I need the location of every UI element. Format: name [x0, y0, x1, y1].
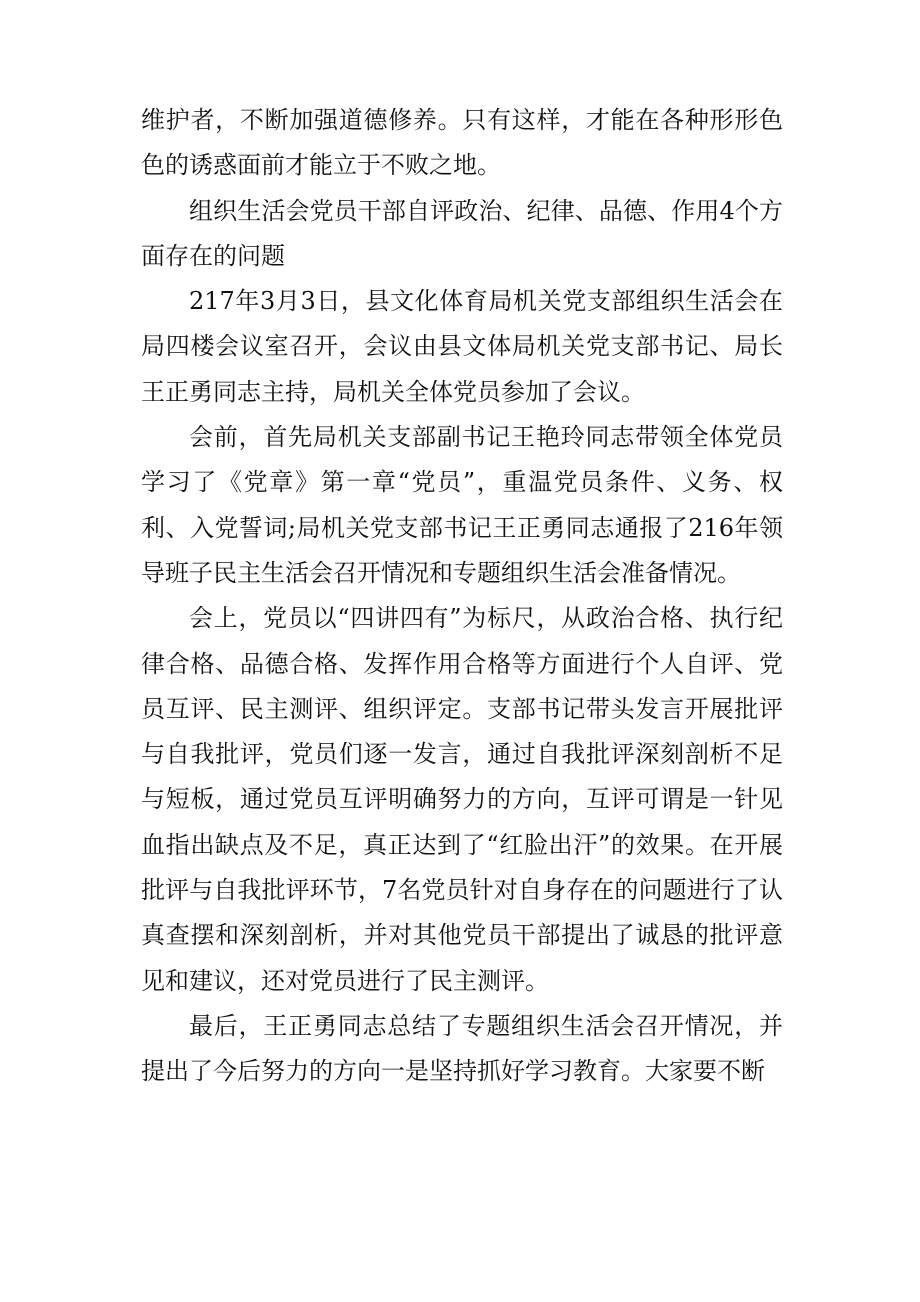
- paragraph-conclusion: 最后，王正勇同志总结了专题组织生活会召开情况，并提出了今后努力的方向一是坚持抓好学习教育。大家要不断: [141, 1011, 783, 1086]
- paragraph-heading: 组织生活会党员干部自评政治、纪律、品德、作用4个方面存在的问题: [141, 196, 783, 270]
- paragraph-continuation: 维护者，不断加强道德修养。只有这样，才能在各种形形色色的诱惑面前才能立于不败之地。: [141, 106, 783, 180]
- document-body: [141, 98, 783, 1095]
- paragraph-during-meeting: 会上，党员以“四讲四有”为标尺，从政治合格、执行纪律合格、品德合格、发挥作用合格等方面进行个人自评、党员互评、民主测评、组织评定。支部书记带头发言开展批评与自我批评，党员们逐一发言，通过自我批评深刻剖析不足与短板，通过党员互评明确努力的方向，互评可谓是一针见血指出缺点及不足，真正达到了“红脸出汗”的效果。在开展批评与自我批评环节，7名党员针对自身存在的问题进行了认真查摆和深刻剖析，并对其他党员干部提出了诚恳的批评意见和建议，还对党员进行了民主测评。: [141, 604, 783, 995]
- paragraph-before-meeting: 会前，首先局机关支部副书记王艳玲同志带领全体党员学习了《党章》第一章“党员”，重温党员条件、义务、权利、入党誓词;局机关党支部书记王正勇同志通报了216年领导班子民主生活会召开情况和专题组织生活会准备情况。: [141, 423, 783, 587]
- paragraph-meeting-intro: 217年3月3日，县文化体育局机关党支部组织生活会在局四楼会议室召开，会议由县文体局机关党支部书记、局长王正勇同志主持，局机关全体党员参加了会议。: [141, 287, 783, 406]
